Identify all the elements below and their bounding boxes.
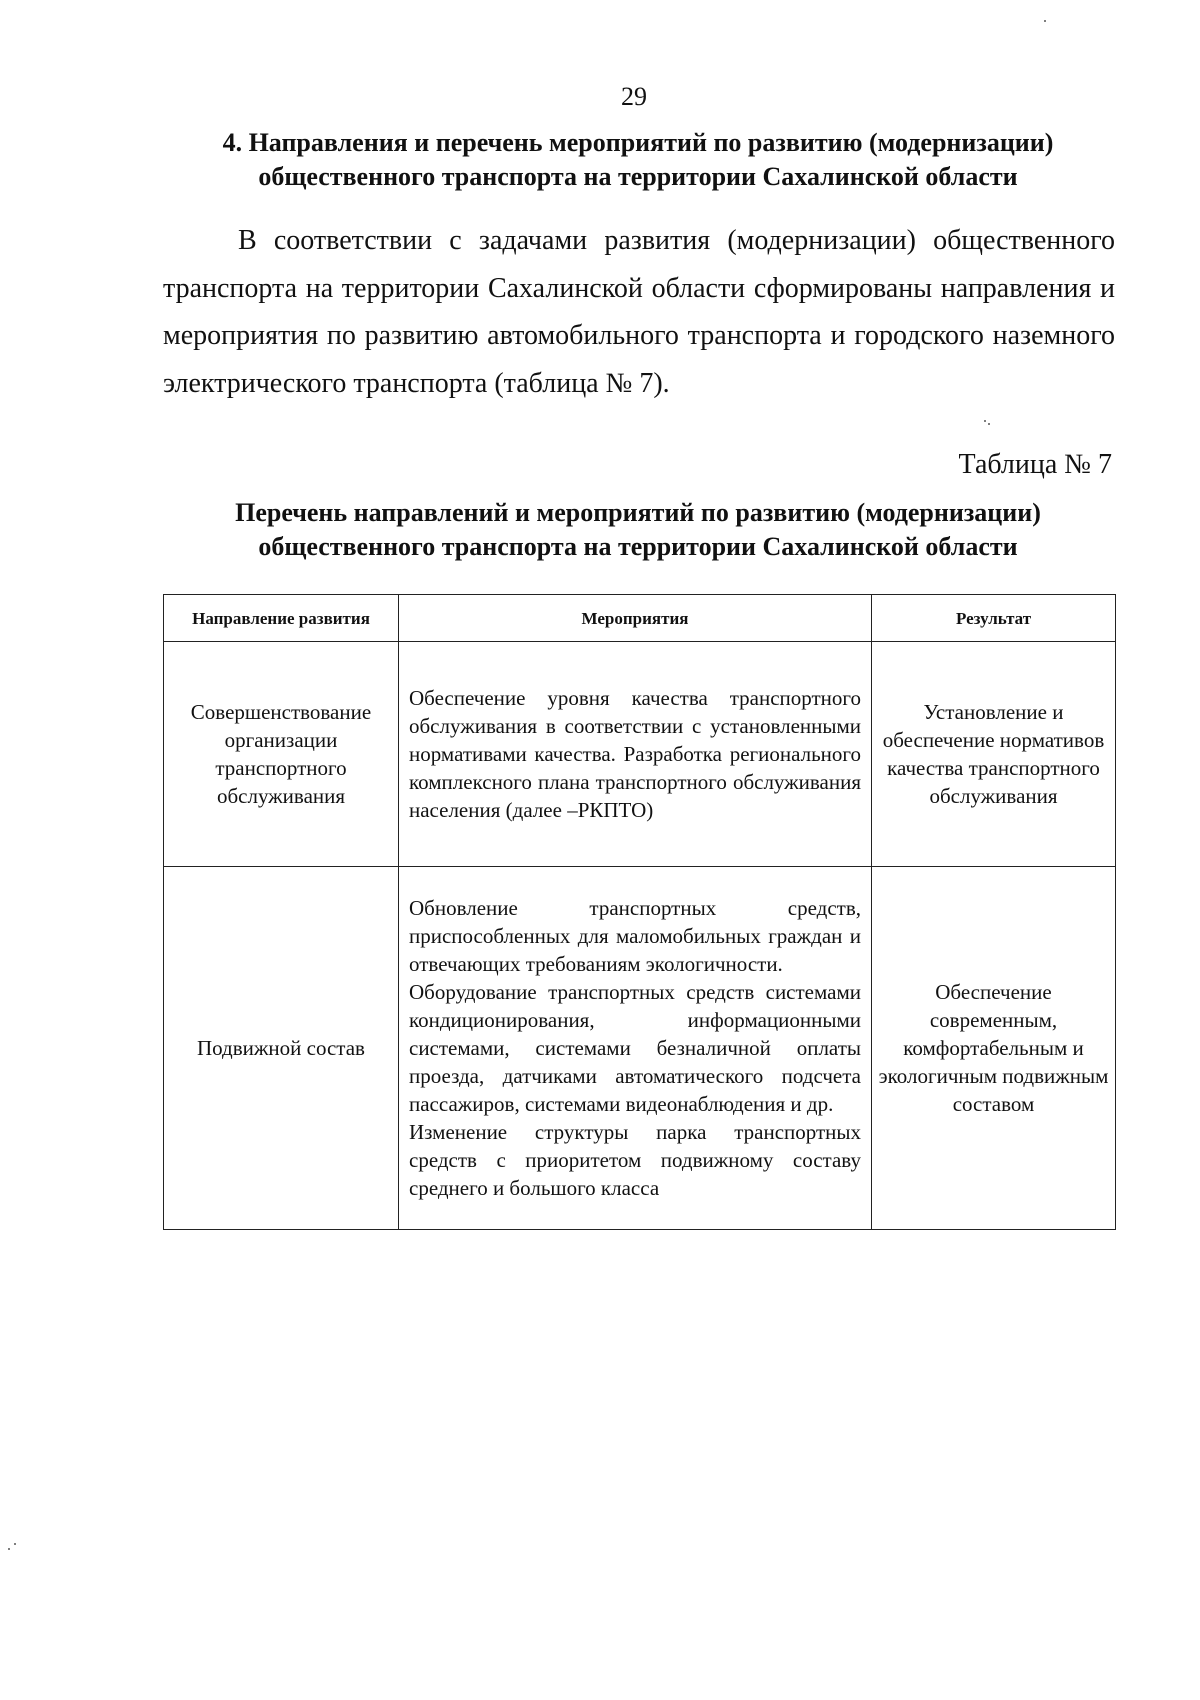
header-result: Результат	[872, 595, 1116, 642]
result-text: Обеспечение современным, комфортабельным и экологичным подвижным составом	[878, 980, 1109, 1116]
result-cell	[872, 642, 1116, 867]
header-activities: Мероприятия	[399, 595, 872, 642]
section-heading: 4. Направления и перечень мероприятий по развитию (модернизации) общественного транспорта на территории Сахалинской области	[222, 128, 1054, 191]
scan-speck	[1044, 20, 1046, 22]
activity-text: Оборудование транспортных средств системами кондиционирования, информационными системами, системами безналичной оплаты проезда, датчиками автоматического подсчета пассажиров, системами видеонаблюдения и др.	[409, 980, 861, 1116]
table-header-row	[164, 595, 1116, 642]
scan-speck	[14, 1543, 16, 1545]
body-paragraph: В соответствии с задачами развития (модернизации) общественного транспорта на территории Сахалинской области сформированы направления и мероприятия по развитию автомобильного транспорта и городского наземного электрического транспорта (таблица № 7).	[163, 225, 1115, 399]
direction-cell	[164, 642, 399, 867]
table-row	[164, 642, 1116, 867]
activities-table	[163, 594, 1116, 1230]
direction-text: Совершенствование организации транспортного обслуживания	[190, 700, 372, 808]
table-number: Таблица № 7	[958, 449, 1112, 480]
page-number: 29	[621, 82, 647, 111]
scan-speck	[984, 420, 986, 422]
result-cell	[872, 867, 1116, 1230]
activities-cell	[399, 867, 872, 1230]
direction-text: Подвижной состав	[197, 1036, 365, 1060]
table-row	[164, 867, 1116, 1230]
scan-speck	[988, 423, 990, 425]
direction-cell	[164, 867, 399, 1230]
activity-text: Изменение структуры парка транспортных средств с приоритетом подвижному составу среднего и большого класса	[409, 1120, 861, 1200]
activity-text: Обновление транспортных средств, приспособленных для маломобильных граждан и отвечающих требованиям экологичности.	[409, 896, 861, 976]
activity-text: Обеспечение уровня качества транспортного обслуживания в соответствии с установленными нормативами качества. Разработка регионального комплексного плана транспортного обслуживания населения (далее –РКПТО)	[409, 686, 861, 822]
table-title: Перечень направлений и мероприятий по развитию (модернизации) общественного транспорта на территории Сахалинской области	[235, 498, 1041, 561]
scan-speck	[8, 1548, 10, 1550]
result-text: Установление и обеспечение нормативов качества транспортного обслуживания	[882, 700, 1105, 808]
header-direction: Направление развития	[164, 595, 399, 642]
activities-cell	[399, 642, 872, 867]
